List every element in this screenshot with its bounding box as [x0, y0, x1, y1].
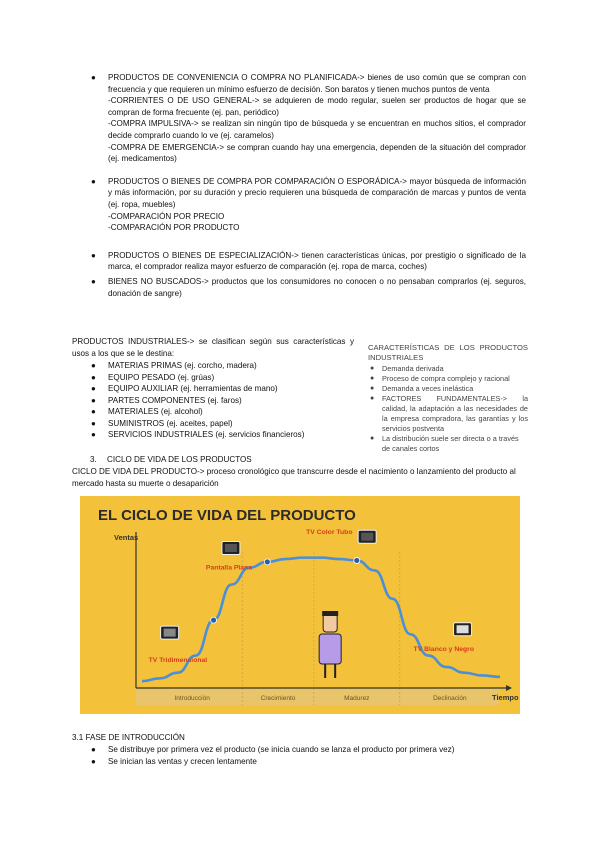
list-line: PRODUCTOS O BIENES DE COMPRA POR COMPARACIÓN O ESPORÁDICA-> mayor búsqueda de información y más información, por su duración y precio requieren una búsqueda de comparación de marcas y puntos de venta (ej. ropa, muebles)	[108, 176, 526, 209]
industrial-intro: PRODUCTOS INDUSTRIALES-> se clasifican según sus características y usos a los que se le destina:	[72, 337, 354, 358]
list-line: -CORRIENTES O DE USO GENERAL-> se adquieren de modo regular, suelen ser productos de hogar que se compran de forma frecuente (ej. pan, periódico)	[108, 96, 526, 117]
list-item	[91, 429, 348, 441]
list-item	[91, 276, 526, 299]
person-head-icon	[323, 614, 337, 632]
bullet-icon: ●	[91, 745, 96, 754]
characteristics-title: CARACTERÍSTICAS DE LOS PRODUCTOS INDUSTRIALES	[368, 343, 528, 362]
list-line: BIENES NO BUSCADOS-> productos que los consumidores no conocen o no pensaban comprarlos (ej. seguros, donación de sangre)	[108, 276, 526, 298]
tv-screen-icon	[361, 533, 373, 541]
list-item	[91, 176, 526, 234]
list-item	[368, 394, 528, 434]
list-item	[91, 383, 348, 395]
bullet-icon: ●	[91, 418, 96, 428]
bullet-icon: ●	[91, 73, 96, 82]
industrial-item: SUMINISTROS (ej. aceites, papel)	[108, 418, 233, 428]
industrial-item: EQUIPO PESADO (ej. grúas)	[108, 372, 215, 382]
list-item	[91, 72, 526, 165]
bullet-icon: ●	[370, 365, 375, 372]
phase-label: Declinación	[433, 695, 467, 702]
person-hair-icon	[322, 611, 338, 616]
y-axis-label: Ventas	[114, 533, 139, 542]
list-item	[91, 395, 348, 407]
characteristic-item: La distribución suele ser directa o a través de canales cortos	[382, 434, 519, 453]
curve-marker	[264, 559, 270, 565]
bullet-icon: ●	[91, 361, 96, 370]
industrial-item: SERVICIOS INDUSTRIALES (ej. servicios financieros)	[108, 430, 305, 439]
annotation-label: TV Tridimensional	[148, 657, 208, 665]
list-item	[91, 360, 348, 372]
bullet-icon: ●	[370, 375, 375, 382]
list-line: -COMPRA IMPULSIVA-> se realizan sin ningún tipo de búsqueda y se encuentran en muchos sitios, el comprador decide comprarlo cuando lo ve (ej. caramelos)	[108, 119, 526, 140]
introduction-item: Se distribuye por primera vez el producto (se inicia cuando se lanza el producto por primera vez)	[108, 745, 455, 754]
list-line: PRODUCTOS O BIENES DE ESPECIALIZACIÓN-> tienen características únicas, por prestigio o significado de la marca, el comprador realiza mayor esfuerzo de comparación (ej. ropa de marca, coches)	[108, 250, 526, 272]
list-item	[91, 418, 348, 430]
bullet-icon: ●	[91, 384, 96, 393]
list-item	[91, 756, 528, 768]
consumer-products-list	[91, 72, 526, 299]
annotation-label: TV Blanco y Negro	[413, 645, 474, 653]
industrial-item: MATERIAS PRIMAS (ej. corcho, madera)	[108, 361, 257, 370]
list-item	[91, 744, 528, 756]
tv-screen-icon	[164, 629, 176, 637]
list-item	[368, 364, 528, 374]
curve-marker	[211, 617, 217, 623]
bullet-icon: ●	[370, 385, 375, 392]
section-number: 3.	[90, 455, 97, 464]
introduction-list	[91, 744, 528, 767]
bullet-icon: ●	[91, 395, 96, 405]
bullet-icon: ●	[91, 430, 96, 439]
section-title: CICLO DE VIDA DE LOS PRODUCTOS	[107, 455, 252, 464]
bullet-icon: ●	[91, 756, 96, 766]
tv-screen-icon	[225, 544, 237, 552]
bullet-icon: ●	[91, 372, 96, 382]
x-axis-label: Tiempo	[492, 693, 519, 702]
list-item	[368, 434, 528, 454]
bullet-icon: ●	[91, 176, 96, 186]
tv-screen-icon	[457, 625, 469, 633]
list-item	[91, 250, 526, 273]
list-line: PRODUCTOS DE CONVENIENCIA O COMPRA NO PLANIFICADA-> bienes de uso común que se compran con frecuencia y que requieren un mínimo esfuerzo de decisión. Son baratos y tienen muchos puntos de venta	[108, 73, 526, 94]
industrial-item: EQUIPO AUXILIAR (ej. herramientas de mano)	[108, 384, 278, 393]
phase-label: Madurez	[344, 695, 370, 702]
bullet-icon: ●	[370, 435, 375, 442]
list-item	[368, 374, 528, 384]
list-item	[368, 384, 528, 394]
bullet-icon: ●	[91, 276, 96, 286]
industrial-item: PARTES COMPONENTES (ej. faros)	[108, 395, 242, 405]
list-item	[91, 406, 348, 418]
chart-title: EL CICLO DE VIDA DEL PRODUCTO	[98, 507, 356, 524]
list-item	[91, 372, 348, 384]
bullet-icon: ●	[370, 395, 375, 402]
industrial-list	[91, 360, 348, 441]
lifecycle-chart-svg	[80, 496, 520, 714]
annotation-label: Pantalla Plana	[205, 564, 253, 572]
bullet-icon: ●	[91, 407, 96, 416]
characteristic-item: Demanda derivada	[382, 364, 444, 373]
list-line: -COMPARACIÓN POR PRODUCTO	[108, 223, 240, 233]
section-heading	[90, 454, 252, 466]
lifecycle-definition: CICLO DE VIDA DEL PRODUCTO-> proceso cronológico que transcurre desde el nacimiento o lanzamiento del producto al mercado hasta su muerte o desaparición	[72, 467, 516, 488]
subsection-title: 3.1 FASE DE INTRODUCCIÓN	[72, 733, 185, 742]
characteristic-item: Proceso de compra complejo y racional	[382, 374, 510, 383]
phase-label: Crecimiento	[260, 695, 296, 702]
characteristic-item: FACTORES FUNDAMENTALES-> la calidad, la adaptación a las necesidades de la empresa compradora, las garantías y los servicios postventa	[382, 394, 528, 433]
person-body-icon	[319, 634, 341, 664]
industrial-item: MATERIALES (ej. alcohol)	[108, 407, 203, 416]
annotation-label: TV Color Tubo	[306, 529, 353, 537]
list-line: -COMPRA DE EMERGENCIA-> se compran cuando hay una emergencia, dependen de la situación del comprador (ej. medicamentos)	[108, 142, 526, 164]
bullet-icon: ●	[91, 250, 96, 260]
phase-label: Introducción	[174, 695, 210, 702]
characteristic-item: Demanda a veces inelástica	[382, 384, 474, 393]
lifecycle-chart	[80, 496, 520, 714]
introduction-item: Se inician las ventas y crecen lentamente	[108, 756, 257, 766]
list-line: -COMPARACIÓN POR PRECIO	[108, 211, 225, 221]
curve-marker	[354, 557, 360, 563]
characteristics-box	[368, 343, 528, 454]
